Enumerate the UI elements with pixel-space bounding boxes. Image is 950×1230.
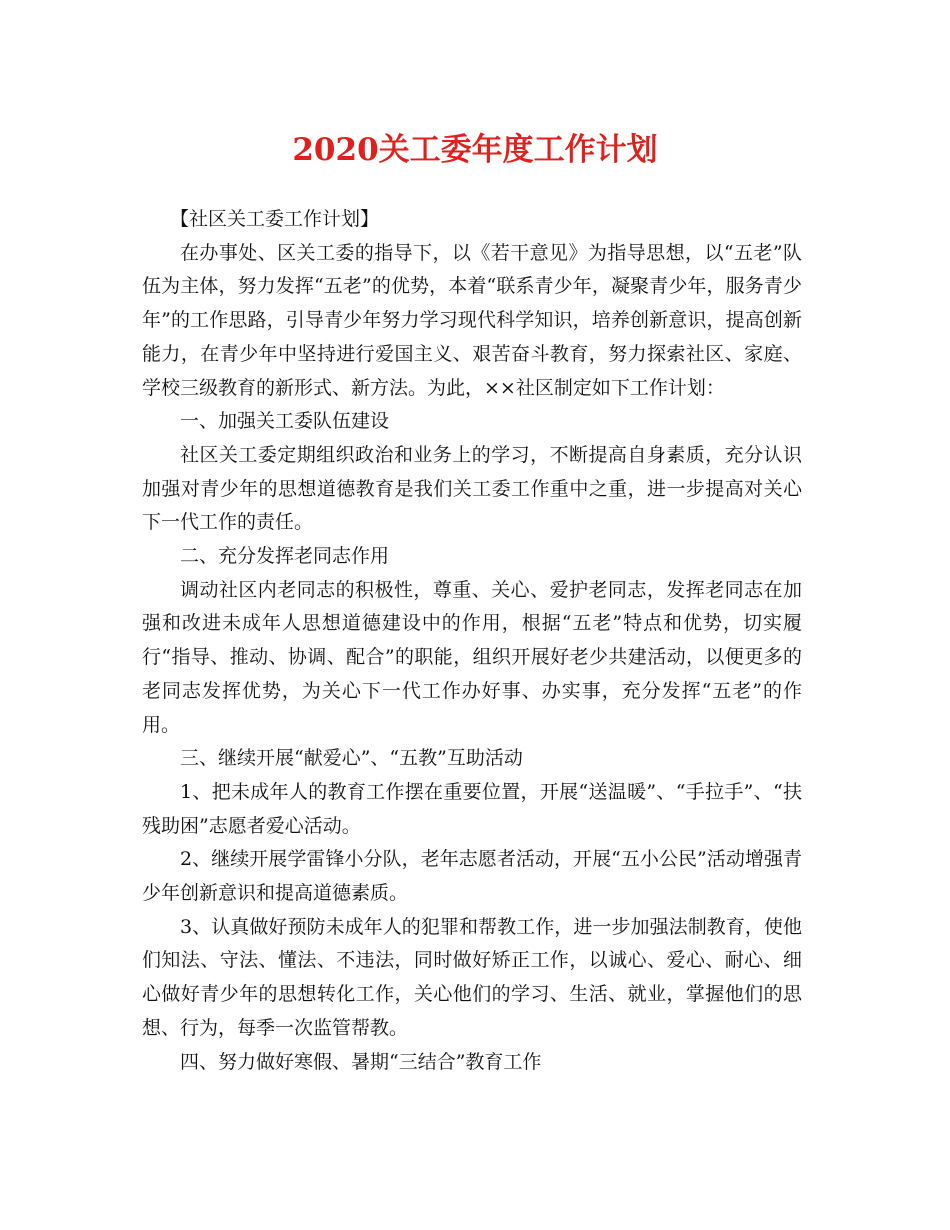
- list-item: 3、认真做好预防未成年人的犯罪和帮教工作，进一步加强法制教育，使他们知法、守法、懂法、不违法，同时做好矫正工作，以诚心、爱心、耐心、细心做好青少年的思想转化工作，关心他们的学习、生活、就业，掌握他们的思想、行为，每季一次监管帮教。: [142, 915, 802, 1039]
- paragraph: 调动社区内老同志的积极性，尊重、关心、爱护老同志，发挥老同志在加强和改进未成年人思想道德建设中的作用，根据“五老”特点和优势，切实履行“指导、推动、协调、配合”的职能，组织开展好老少共建活动，以便更多的老同志发挥优势，为关心下一代工作办好事、办实事，充分发挥“五老”的作用。: [142, 578, 802, 736]
- document-body: [142, 203, 802, 1079]
- paragraph: 在办事处、区关工委的指导下，以《若干意见》为指导思想，以“五老”队伍为主体，努力发挥“五老”的优势，本着“联系青少年，凝聚青少年，服务青少年”的工作思路，引导青少年努力学习现代科学知识，培养创新意识，提高创新能力，在青少年中坚持进行爱国主义、艰苦奋斗教育，努力探索社区、家庭、学校三级教育的新形式、新方法。为此，××社区制定如下工作计划：: [142, 241, 802, 399]
- paragraph: 社区关工委定期组织政治和业务上的学习，不断提高自身素质，充分认识加强对青少年的思想道德教育是我们关工委工作重中之重，进一步提高对关心下一代工作的责任。: [142, 443, 802, 534]
- list-item: 1、把未成年人的教育工作摆在重要位置，开展“送温暖”、“手拉手”、“扶残助困”志愿者爱心活动。: [142, 780, 802, 837]
- section-heading: 二、充分发挥老同志作用: [180, 545, 390, 568]
- section-heading: 一、加强关工委队伍建设: [180, 410, 390, 433]
- list-item: 2、继续开展学雷锋小分队，老年志愿者活动，开展“五小公民”活动增强青少年创新意识和提高道德素质。: [142, 848, 802, 905]
- section-heading: 【社区关工委工作计划】: [170, 208, 380, 230]
- section-heading: 四、努力做好寒假、暑期“三结合”教育工作: [180, 1050, 542, 1073]
- section-heading: 三、继续开展“献爱心”、“五教”互助活动: [180, 747, 523, 770]
- document-title: 2020关工委年度工作计划: [292, 132, 658, 168]
